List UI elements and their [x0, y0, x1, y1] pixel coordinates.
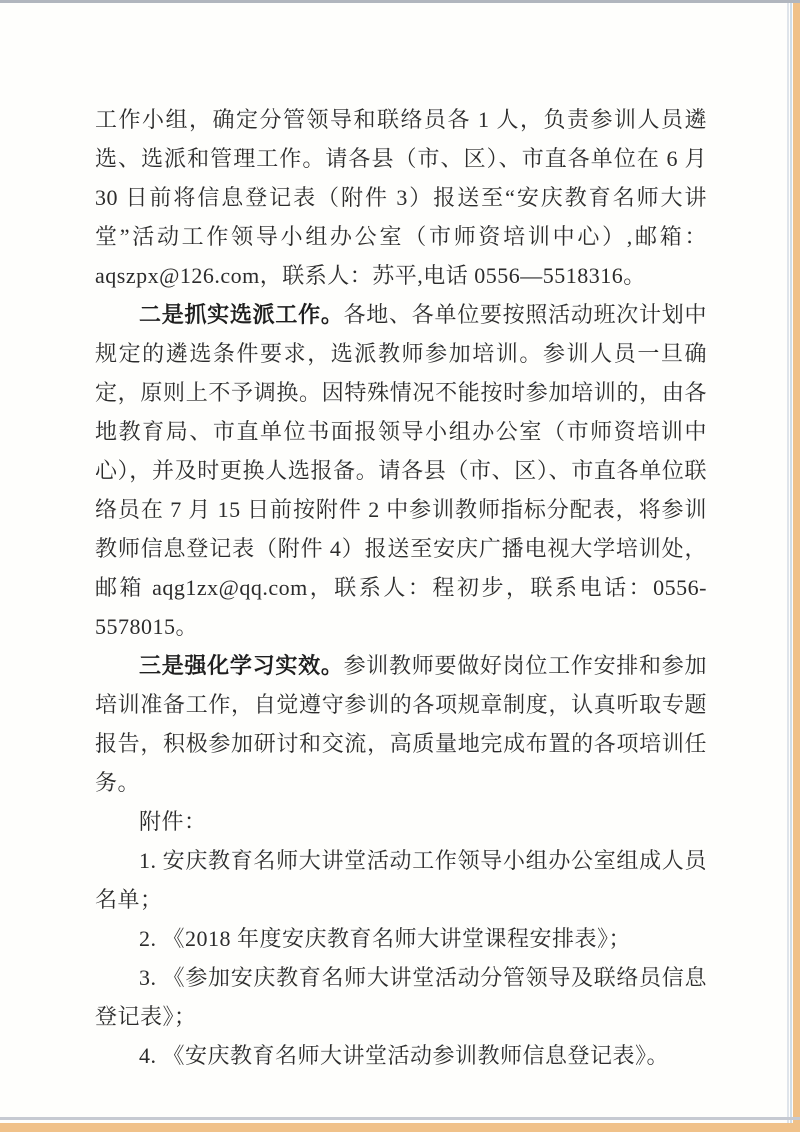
paragraph: 2. 《2018 年度安庆教育名师大讲堂课程安排表》；: [139, 926, 632, 951]
page-right-inner-line: [790, 3, 792, 1132]
page-right-edge-line: [787, 3, 789, 1132]
paragraph: 二是抓实选派工作。各地、各单位要按照活动班次计划中规定的遴选条件要求，选派教师参加培训。参训人员一旦确定，原则上不予调换。因特殊情况不能按时参加培训的，由各地教育局、市直单位书面报领导小组办公室（市师资培训中心），并及时更换人选报备。请各县（市、区）、市直各单位联络员在 7 月 15 日前按附件 2 中参训教师指标分配表，将参训教师信息登记表（附件 4）报送至安庆广播电视大学培训处，邮箱 aqg1zx@qq.com，联系人：程初步，联系电话：0556-5578015。: [95, 302, 707, 639]
paragraph: 工作小组，确定分管领导和联络员各 1 人，负责参训人员遴选、选派和管理工作。请各县（市、区）、市直各单位在 6 月 30 日前将信息登记表（附件 3）报送至“安庆教育名师大讲堂”活动工作领导小组办公室（市师资培训中心）,邮箱：aqszpx@126.com，联系人：苏平,电话 0556—5518316。: [95, 107, 707, 288]
page-bottom-edge-line: [0, 1117, 800, 1120]
paragraph-lead: 三是强化学习实效。: [139, 653, 344, 678]
bottom-frame-stripe: [0, 1123, 800, 1132]
paragraph-lead: 二是抓实选派工作。: [139, 302, 344, 327]
window-top-border: [0, 0, 800, 3]
paragraph: 附件：: [139, 809, 207, 834]
paragraph: 1. 安庆教育名师大讲堂活动工作领导小组办公室组成人员名单；: [95, 848, 707, 912]
paragraph: 三是强化学习实效。参训教师要做好岗位工作安排和参加培训准备工作，自觉遵守参训的各项规章制度，认真听取专题报告，积极参加研讨和交流，高质量地完成布置的各项培训任务。: [95, 653, 707, 795]
document-body: [95, 100, 707, 1075]
paragraph: 3. 《参加安庆教育名师大讲堂活动分管领导及联络员信息登记表》；: [95, 965, 707, 1029]
paragraph: 4. 《安庆教育名师大讲堂活动参训教师信息登记表》。: [139, 1043, 670, 1068]
right-frame-stripe: [793, 3, 800, 1132]
